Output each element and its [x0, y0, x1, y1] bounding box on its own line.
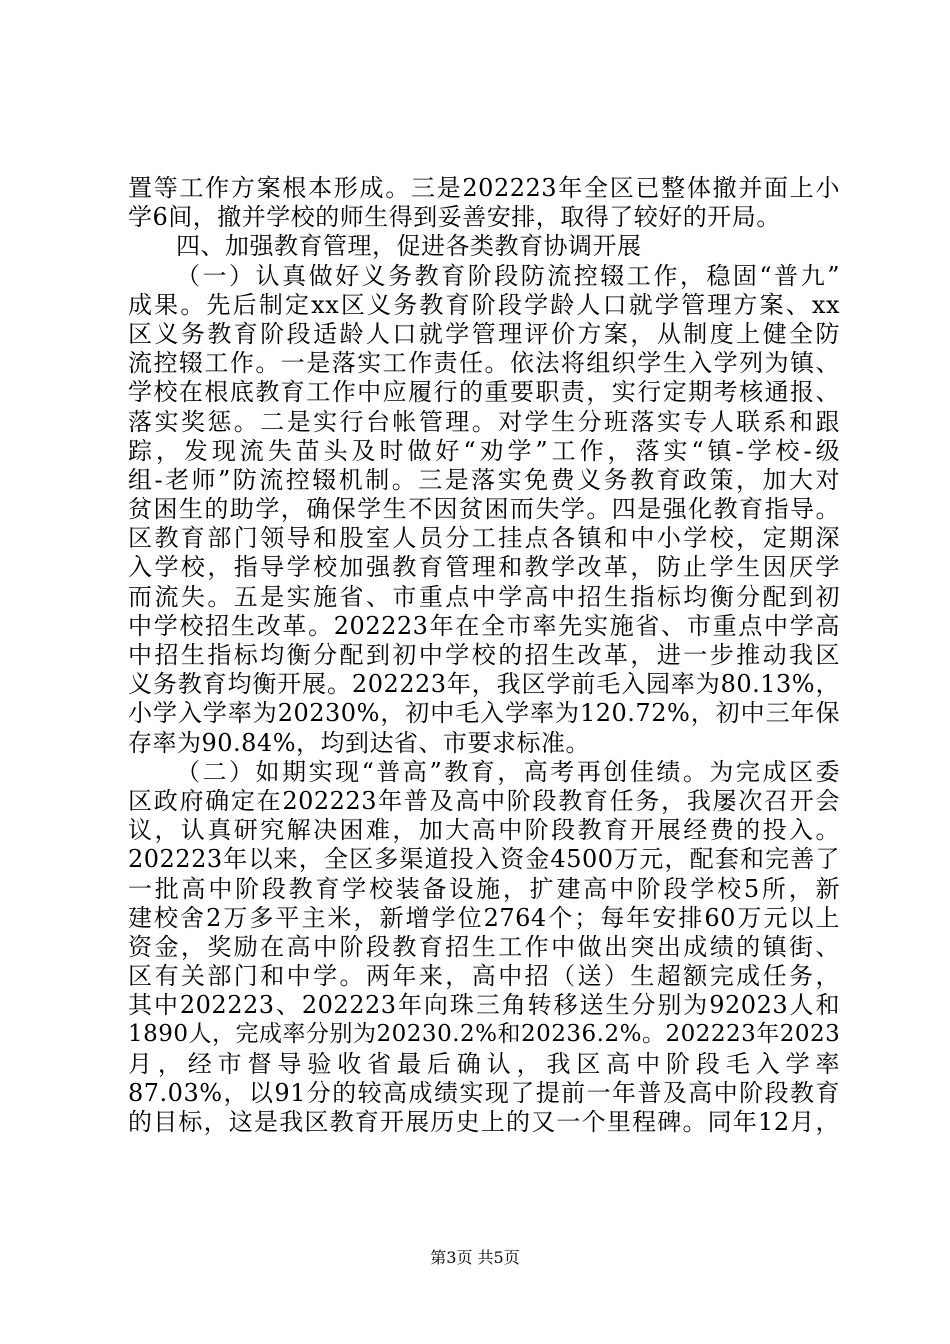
text-line: 的目标，这是我区教育开展历史上的又一个里程碑。同年12月， [128, 1108, 840, 1136]
text-line: 区义务教育阶段适龄人口就学管理评价方案，从制度上健全防 [128, 319, 840, 348]
text-line: 月，经市督导验收省最后确认，我区高中阶段毛入学率 [128, 1049, 840, 1078]
text-line: 中学校招生改革。202223年在全市率先实施省、市重点中学高 [128, 611, 840, 640]
text-line: 成果。先后制定xx区义务教育阶段学龄人口就学管理方案、xx [128, 290, 840, 319]
text-line: 流控辍工作。一是落实工作责任。依法将组织学生入学列为镇、 [128, 349, 840, 378]
text-line: 而流失。五是实施省、市重点中学高中招生指标均衡分配到初 [128, 582, 840, 611]
text-line: 区教育部门领导和股室人员分工挂点各镇和中小学校，定期深 [128, 524, 840, 553]
text-line: 区有关部门和中学。两年来，高中招（送）生超额完成任务， [128, 962, 840, 991]
subsection-heading-line: （二）如期实现“普高”教育，高考再创佳绩。为完成区委 [176, 757, 840, 786]
text-line: 202223年以来，全区多渠道投入资金4500万元，配套和完善了 [128, 845, 840, 874]
section-heading: 四、加强教育管理，促进各类教育协调开展 [176, 232, 642, 261]
text-line: 议，认真研究解决困难，加大高中阶段教育开展经费的投入。 [128, 816, 840, 845]
text-line: 组-老师”防流控辍机制。三是落实免费义务教育政策，加大对 [128, 465, 840, 494]
text-line: 中招生指标均衡分配到初中学校的招生改革，进一步推动我区 [128, 641, 840, 669]
text-line: 87.03%，以91分的较高成绩实现了提前一年普及高中阶段教育 [128, 1078, 840, 1107]
text-line: 小学入学率为20230%，初中毛入学率为120.72%，初中三年保 [128, 699, 840, 728]
text-line: 学校在根底教育工作中应履行的重要职责，实行定期考核通报、 [128, 378, 840, 407]
subsection-heading-line: （一）认真做好义务教育阶段防流控辍工作，稳固“普九” [176, 261, 840, 290]
body-text [128, 174, 840, 1137]
page-number-footer: 第3页 共5页 [430, 1248, 520, 1267]
text-line: 入学校，指导学校加强教育管理和教学改革，防止学生因厌学 [128, 553, 840, 582]
text-line: 义务教育均衡开展。202223年，我区学前毛入园率为80.13%， [128, 670, 840, 699]
text-line: 踪，发现流失苗头及时做好“劝学”工作，落实“镇-学校-级 [128, 436, 840, 465]
text-line: 区政府确定在202223年普及高中阶段教育任务，我屡次召开会 [128, 786, 840, 815]
text-line: 其中202223、202223年向珠三角转移送生分别为92023人和 [128, 991, 840, 1020]
text-line: 建校舍2万多平主米，新增学位2764个；每年安排60万元以上 [128, 903, 840, 932]
text-line: 贫困生的助学，确保学生不因贫困而失学。四是强化教育指导。 [128, 495, 840, 524]
text-line: 落实奖惩。二是实行台帐管理。对学生分班落实专人联系和跟 [128, 407, 840, 436]
text-line: 置等工作方案根本形成。三是202223年全区已整体撤并面上小 [128, 174, 840, 202]
text-line: 存率为90.84%，均到达省、市要求标准。 [128, 728, 591, 757]
text-line: 资金，奖励在高中阶段教育招生工作中做出突出成绩的镇街、 [128, 932, 840, 961]
text-line: 1890人，完成率分别为20230.2%和20236.2%。202223年2023 [128, 1021, 841, 1048]
text-line: 一批高中阶段教育学校装备设施，扩建高中阶段学校5所，新 [128, 874, 840, 903]
text-line: 学6间，撤并学校的师生得到妥善安排，取得了较好的开局。 [128, 203, 781, 232]
